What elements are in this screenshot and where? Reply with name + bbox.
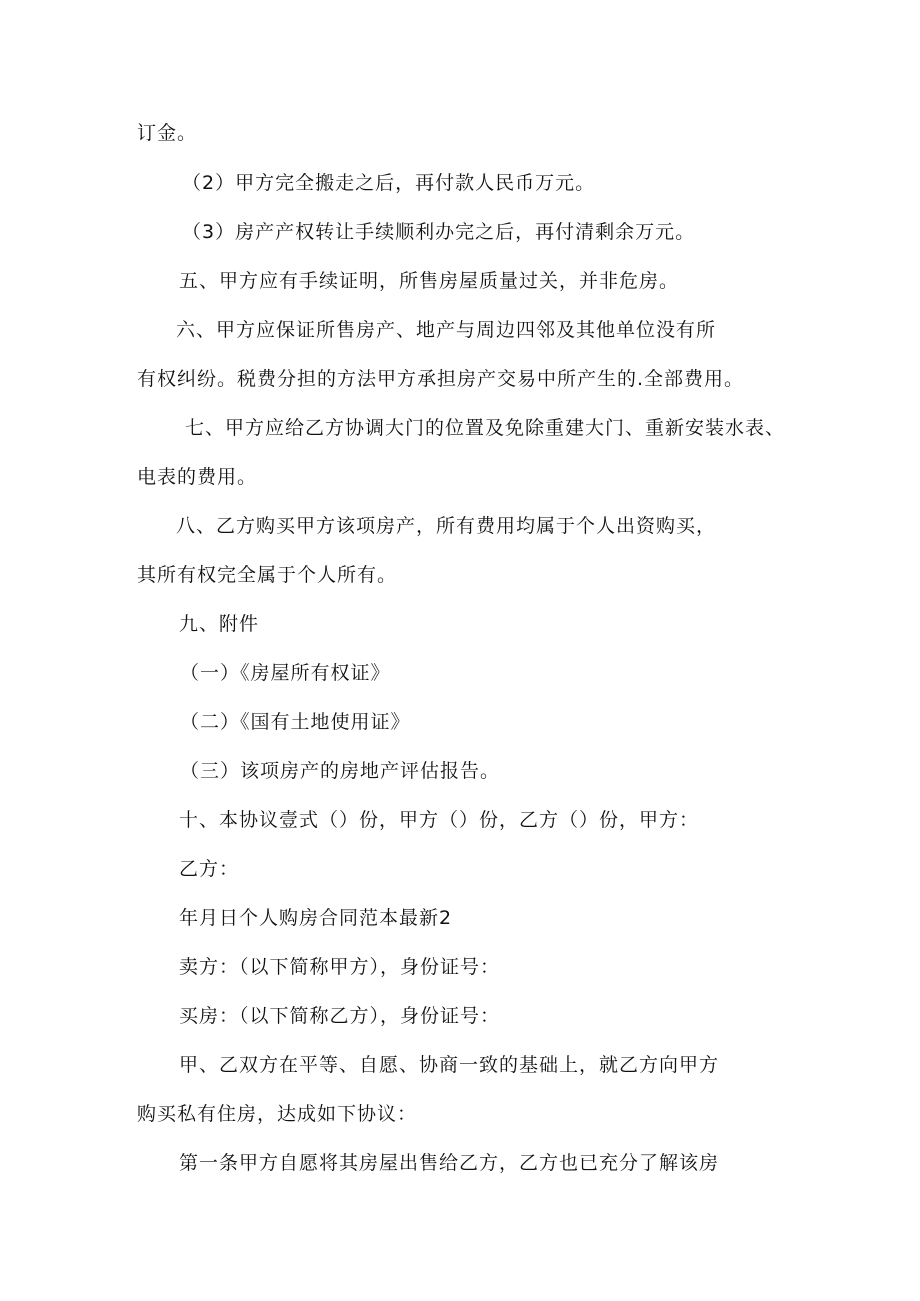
text-line: 九、附件 bbox=[179, 613, 260, 635]
text-line: 七、甲方应给乙方协调大门的位置及免除重建大门、重新安装水表、 bbox=[185, 417, 786, 439]
text-line: （2）甲方完全搬走之后，再付款人民币万元。 bbox=[182, 172, 596, 194]
text-line: 五、甲方应有手续证明，所售房屋质量过关，并非危房。 bbox=[179, 270, 680, 292]
text-line: （一）《房屋所有权证》 bbox=[180, 662, 391, 684]
text-line: 乙方： bbox=[179, 858, 240, 880]
text-line: 第一条甲方自愿将其房屋出售给乙方，乙方也已充分了解该房 bbox=[179, 1152, 720, 1174]
text-line: 买房：（以下简称乙方），身份证号： bbox=[179, 1005, 501, 1027]
text-line: 其所有权完全属于个人所有。 bbox=[137, 564, 398, 586]
text-line: 购买私有住房，达成如下协议： bbox=[137, 1103, 418, 1125]
text-line: 卖方：（以下简称甲方），身份证号： bbox=[179, 956, 501, 978]
text-line: （二）《国有土地使用证》 bbox=[180, 711, 411, 733]
text-line: 电表的费用。 bbox=[137, 466, 258, 488]
text-line: 甲、乙双方在平等、自愿、协商一致的基础上，就乙方向甲方 bbox=[179, 1054, 720, 1076]
text-line: 六、甲方应保证所售房产、地产与周边四邻及其他单位没有所 bbox=[176, 319, 717, 341]
text-line: 十、本协议壹式（）份，甲方（）份，乙方（）份，甲方： bbox=[179, 809, 700, 831]
text-line: 订金。 bbox=[137, 122, 198, 144]
text-line: （三）该项房产的房地产评估报告。 bbox=[180, 760, 501, 782]
text-line: 有权纠纷。税费分担的方法甲方承担房产交易中所产生的.全部费用。 bbox=[137, 368, 745, 390]
text-line: （3）房产产权转让手续顺利办完之后，再付清剩余万元。 bbox=[182, 221, 696, 243]
text-line: 八、乙方购买甲方该项房产，所有费用均属于个人出资购买， bbox=[176, 515, 717, 537]
text-line: 年月日个人购房合同范本最新2 bbox=[179, 907, 453, 929]
